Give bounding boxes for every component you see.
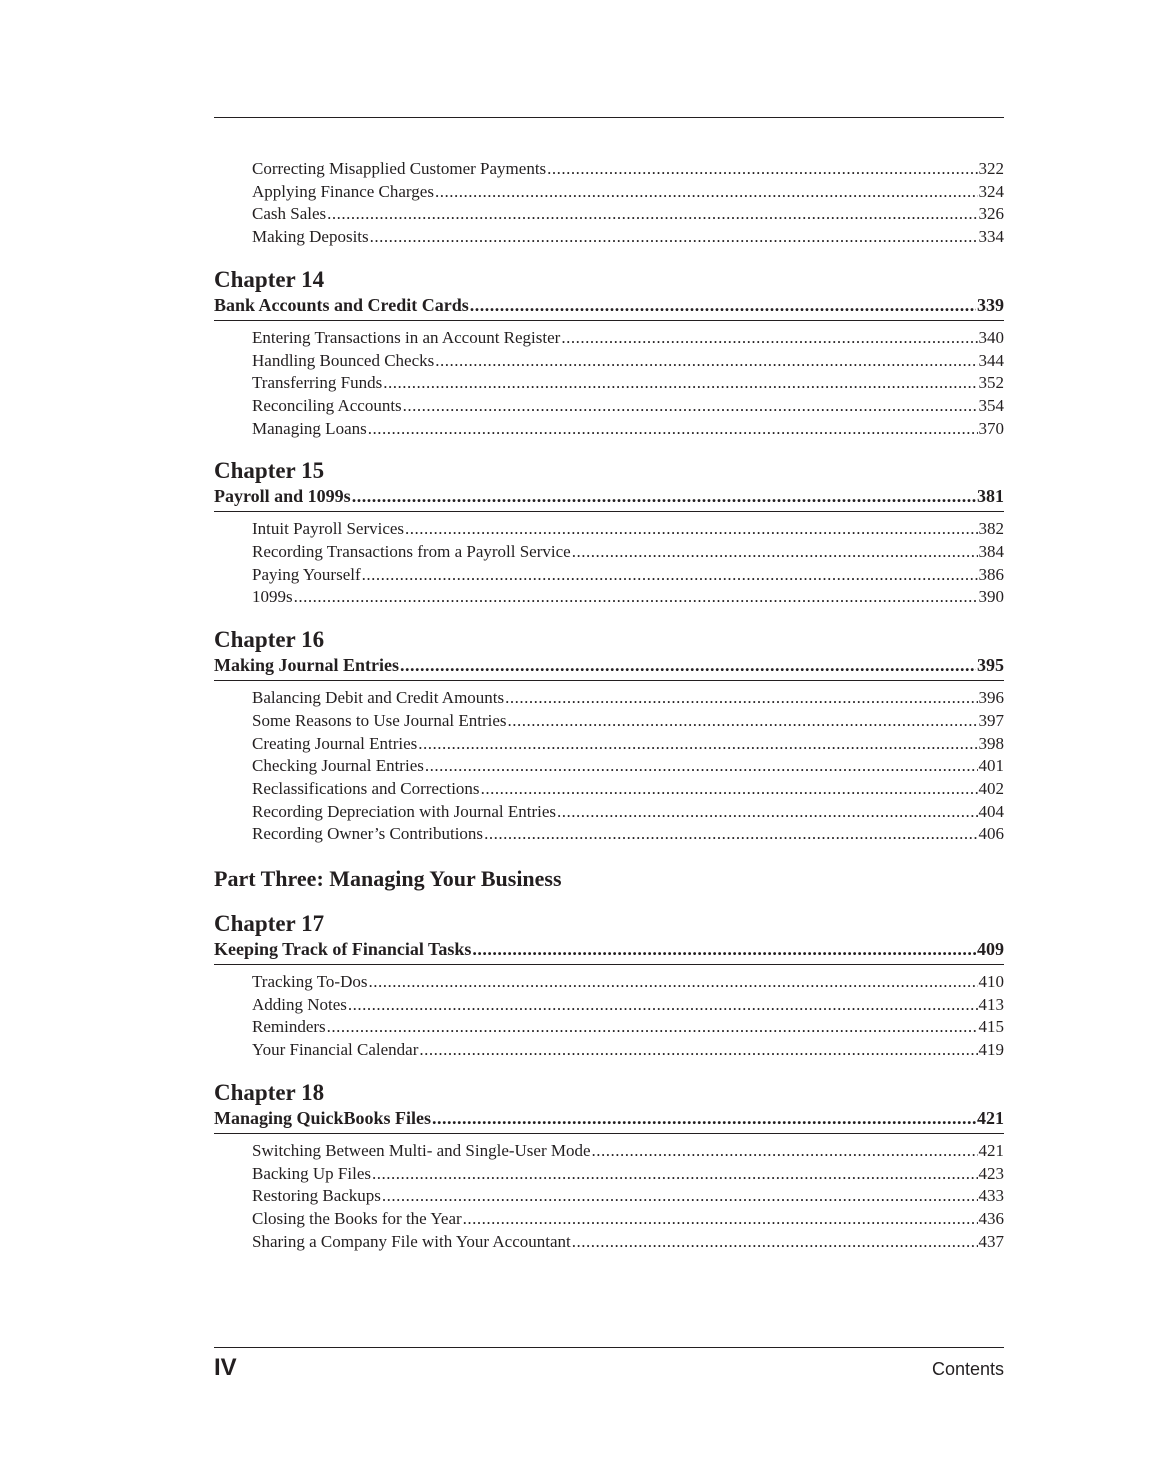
toc-entry	[214, 541, 1004, 564]
toc-entry	[214, 418, 1004, 441]
dot-leader	[372, 1163, 978, 1186]
toc-entry	[214, 971, 1004, 994]
dot-leader	[470, 293, 976, 318]
dot-leader	[327, 1016, 978, 1039]
top-rule	[214, 117, 1004, 118]
toc-entry	[214, 327, 1004, 350]
toc-entry-page: 413	[978, 994, 1004, 1014]
chapter-title-row	[214, 653, 1004, 681]
continued-entries	[214, 158, 1004, 249]
chapter-label: Chapter 17	[214, 911, 325, 937]
toc-entry	[214, 158, 1004, 181]
toc-entry-title: Restoring Backups	[252, 1186, 381, 1206]
toc-entry-title: Reminders	[252, 1017, 326, 1037]
dot-leader	[592, 1140, 978, 1163]
dot-leader	[505, 687, 977, 710]
toc-entry	[214, 733, 1004, 756]
toc-entry-page: 382	[978, 519, 1004, 539]
dot-leader	[508, 710, 978, 733]
toc-entry-page: 390	[978, 587, 1004, 607]
toc-entry-title: Creating Journal Entries	[252, 733, 418, 753]
toc-entry-page: 397	[978, 710, 1004, 730]
toc-entry-title: Balancing Debit and Credit Amounts	[252, 688, 505, 708]
toc-entry-page: 396	[978, 688, 1004, 708]
toc-entry	[214, 778, 1004, 801]
chapter-title: Bank Accounts and Credit Cards	[214, 294, 469, 315]
toc-entry-title: Making Deposits	[252, 227, 369, 247]
dot-leader	[484, 823, 977, 846]
toc-entry-page: 436	[978, 1208, 1004, 1228]
toc-entry-title: Paying Yourself	[252, 564, 361, 584]
toc-entry-title: Reconciling Accounts	[252, 395, 402, 415]
dot-leader	[472, 937, 976, 962]
chapter-title-row	[214, 1106, 1004, 1134]
toc-entry-page: 410	[978, 972, 1004, 992]
chapter-title: Managing QuickBooks Files	[214, 1107, 432, 1128]
chapter-label: Chapter 15	[214, 458, 325, 484]
toc-entry-page: 370	[978, 418, 1004, 438]
part-heading: Part Three: Managing Your Business	[214, 866, 562, 892]
dot-leader	[432, 1106, 976, 1131]
toc-entry-title: 1099s	[252, 587, 293, 607]
toc-entry	[214, 226, 1004, 249]
dot-leader	[435, 181, 978, 204]
dot-leader	[362, 564, 978, 587]
chapter-block	[214, 267, 1004, 441]
toc-entry-page: 398	[978, 733, 1004, 753]
chapter-page: 421	[977, 1107, 1004, 1128]
toc-entry-title: Checking Journal Entries	[252, 756, 424, 776]
toc-entry-title: Backing Up Files	[252, 1163, 371, 1183]
toc-entry	[214, 801, 1004, 824]
chapter-title: Making Journal Entries	[214, 655, 400, 676]
dot-leader	[368, 971, 977, 994]
toc-entry	[214, 395, 1004, 418]
toc-entry-title: Recording Owner’s Contributions	[252, 824, 484, 844]
toc-entry-page: 384	[978, 542, 1004, 562]
dot-leader	[435, 350, 977, 373]
dot-leader	[370, 226, 978, 249]
toc-entry-page: 404	[978, 801, 1004, 821]
toc-entry-page: 406	[978, 824, 1004, 844]
toc-entry-title: Recording Transactions from a Payroll Service	[252, 542, 571, 562]
chapter-title-row	[214, 484, 1004, 512]
dot-leader	[463, 1208, 978, 1231]
dot-leader	[403, 395, 978, 418]
dot-leader	[572, 1231, 978, 1254]
dot-leader	[418, 733, 977, 756]
toc-entry-page: 401	[978, 756, 1004, 776]
toc-entry	[214, 823, 1004, 846]
dot-leader	[352, 484, 976, 509]
chapter-block	[214, 1080, 1004, 1254]
chapter-page: 381	[977, 486, 1004, 507]
toc-entry-title: Cash Sales	[252, 204, 327, 224]
toc-entry-page: 421	[978, 1140, 1004, 1160]
toc-entry-title: Closing the Books for the Year	[252, 1208, 462, 1228]
dot-leader	[382, 1185, 978, 1208]
dot-leader	[481, 778, 978, 801]
toc-entry-page: 334	[978, 227, 1004, 247]
dot-leader	[383, 372, 977, 395]
running-footer-label: Contents	[931, 1359, 1004, 1379]
toc-entry-title: Applying Finance Charges	[252, 181, 434, 201]
toc-entry-page: 352	[978, 373, 1004, 393]
toc-entry	[214, 1163, 1004, 1186]
toc-entry-page: 386	[978, 564, 1004, 584]
dot-leader	[557, 801, 977, 824]
toc-entry-title: Entering Transactions in an Account Register	[252, 327, 561, 347]
chapter-label: Chapter 16	[214, 627, 325, 653]
chapter-label: Chapter 18	[214, 1079, 325, 1105]
chapter-page: 409	[977, 939, 1004, 960]
toc-entry-title: Managing Loans	[252, 418, 367, 438]
chapter-title: Payroll and 1099s	[214, 486, 351, 507]
toc-entry	[214, 518, 1004, 541]
toc-entry	[214, 994, 1004, 1017]
chapter-title: Keeping Track of Financial Tasks	[214, 939, 472, 960]
dot-leader	[405, 518, 977, 541]
toc-entry-title: Tracking To-Dos	[252, 972, 368, 992]
toc-entry-page: 344	[978, 350, 1004, 370]
table-of-contents	[214, 158, 1004, 1253]
toc-entry	[214, 755, 1004, 778]
toc-entry	[214, 1039, 1004, 1062]
toc-entry-page: 423	[978, 1163, 1004, 1183]
toc-entry-page: 326	[978, 204, 1004, 224]
chapter-label: Chapter 14	[214, 266, 325, 292]
toc-entry-title: Recording Depreciation with Journal Entries	[252, 801, 557, 821]
chapter-title-row	[214, 937, 1004, 965]
toc-entry	[214, 350, 1004, 373]
chapter-block	[214, 911, 1004, 1062]
toc-entry-title: Some Reasons to Use Journal Entries	[252, 710, 507, 730]
chapter-title-row	[214, 293, 1004, 321]
dot-leader	[368, 418, 978, 441]
chapter-block	[214, 458, 1004, 609]
toc-entry	[214, 687, 1004, 710]
toc-entry-title: Switching Between Multi- and Single-User Mode	[252, 1140, 591, 1160]
dot-leader	[425, 755, 978, 778]
dot-leader	[327, 203, 977, 226]
toc-entry-title: Transferring Funds	[252, 373, 383, 393]
toc-entry	[214, 372, 1004, 395]
dot-leader	[572, 541, 978, 564]
toc-entry	[214, 1016, 1004, 1039]
dot-leader	[561, 327, 977, 350]
dot-leader	[294, 586, 978, 609]
toc-entry-title: Handling Bounced Checks	[252, 350, 435, 370]
toc-entry-page: 354	[978, 395, 1004, 415]
chapter-page: 395	[977, 655, 1004, 676]
dot-leader	[419, 1039, 977, 1062]
toc-entry	[214, 203, 1004, 226]
toc-entry	[214, 181, 1004, 204]
toc-entry-title: Adding Notes	[252, 994, 347, 1014]
toc-entry-title: Correcting Misapplied Customer Payments	[252, 159, 547, 178]
toc-entry-page: 433	[978, 1186, 1004, 1206]
toc-entry-page: 340	[978, 327, 1004, 347]
dot-leader	[348, 994, 978, 1017]
chapter-page: 339	[977, 294, 1004, 315]
dot-leader	[547, 158, 977, 181]
toc-entry-title: Your Financial Calendar	[252, 1040, 419, 1060]
toc-entry	[214, 1140, 1004, 1163]
toc-entry-page: 402	[978, 778, 1004, 798]
dot-leader	[400, 653, 976, 678]
footer-rule	[214, 1347, 1004, 1348]
toc-entry	[214, 564, 1004, 587]
toc-entry-page: 415	[978, 1017, 1004, 1037]
toc-entry	[214, 1208, 1004, 1231]
toc-entry-title: Intuit Payroll Services	[252, 519, 405, 539]
toc-entry	[214, 586, 1004, 609]
toc-entry	[214, 1185, 1004, 1208]
toc-entry	[214, 710, 1004, 733]
chapter-block	[214, 627, 1004, 846]
toc-entry-title: Reclassifications and Corrections	[252, 778, 480, 798]
toc-entry-page: 419	[978, 1040, 1004, 1060]
folio-page-number: IV	[214, 1354, 237, 1381]
toc-entry-title: Sharing a Company File with Your Accountant	[252, 1231, 571, 1251]
toc-entry-page: 324	[978, 181, 1004, 201]
toc-entry-page: 322	[978, 159, 1004, 178]
toc-entry	[214, 1231, 1004, 1254]
toc-entry-page: 437	[978, 1231, 1004, 1251]
